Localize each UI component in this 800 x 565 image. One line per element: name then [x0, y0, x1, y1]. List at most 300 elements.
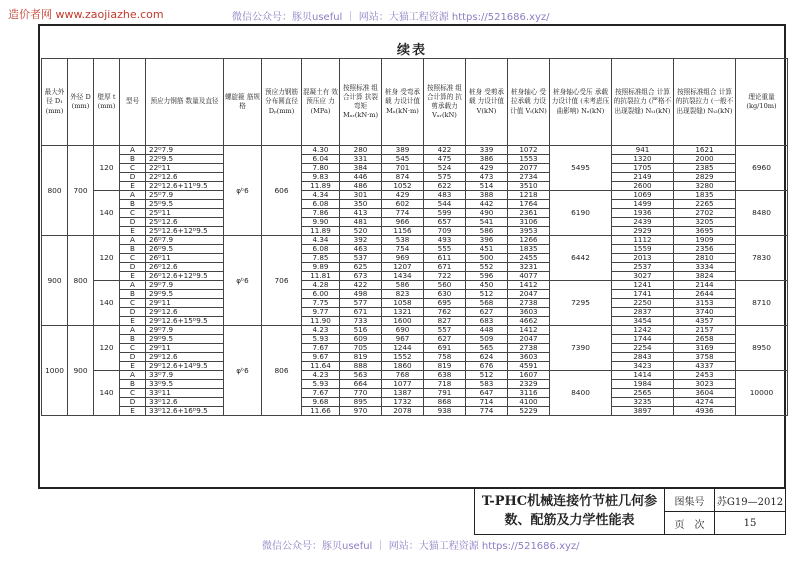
crack-tension-general-cell: 3695: [674, 227, 736, 236]
crack-tension-strict-cell: 1242: [612, 326, 674, 335]
rebar-cell: 22ᴰ12.6: [146, 173, 224, 182]
wechat-watermark-top: 微信公众号：豚贝useful ｜ 网站：大猫工程资源 https://521686.xyz/: [232, 12, 550, 23]
value-cell: 1412: [508, 326, 550, 335]
value-cell: 2734: [508, 173, 550, 182]
wall-thickness-cell: 140: [94, 281, 120, 326]
value-cell: 11.64: [302, 362, 340, 371]
value-cell: 627: [466, 308, 508, 317]
value-cell: 446: [340, 173, 382, 182]
value-cell: 2047: [508, 335, 550, 344]
value-cell: 555: [424, 245, 466, 254]
value-cell: 1732: [382, 398, 424, 407]
crack-tension-strict-cell: 2929: [612, 227, 674, 236]
value-cell: 563: [340, 371, 382, 380]
model-cell: A: [120, 371, 146, 380]
crack-tension-general-cell: 4936: [674, 407, 736, 416]
value-cell: 2329: [508, 380, 550, 389]
value-cell: 451: [466, 245, 508, 254]
crack-tension-strict-cell: 2843: [612, 353, 674, 362]
value-cell: 4100: [508, 398, 550, 407]
crack-tension-strict-cell: 3027: [612, 272, 674, 281]
value-cell: 541: [466, 218, 508, 227]
model-cell: E: [120, 362, 146, 371]
value-cell: 9.90: [302, 218, 340, 227]
value-cell: 11.90: [302, 317, 340, 326]
crack-tension-general-cell: 4357: [674, 317, 736, 326]
value-cell: 2738: [508, 299, 550, 308]
value-cell: 7.85: [302, 254, 340, 263]
model-cell: B: [120, 245, 146, 254]
crack-tension-strict-cell: 2837: [612, 308, 674, 317]
table-row: [42, 407, 788, 416]
column-header: 外径 D (mm): [68, 59, 94, 146]
value-cell: 683: [466, 317, 508, 326]
crack-tension-strict-cell: 1320: [612, 155, 674, 164]
value-cell: 512: [466, 371, 508, 380]
column-header: 最大外径 D₁ (mm): [42, 59, 68, 146]
value-cell: 422: [424, 146, 466, 155]
crack-tension-strict-cell: 1741: [612, 290, 674, 299]
rebar-cell: 26ᴰ12.6+12ᴰ9.5: [146, 272, 224, 281]
rebar-cell: 33ᴰ12.6+16ᴰ9.5: [146, 407, 224, 416]
max-outer-diameter-cell: 800: [42, 146, 68, 236]
wall-thickness-cell: 140: [94, 191, 120, 236]
value-cell: 938: [424, 407, 466, 416]
value-cell: 638: [424, 371, 466, 380]
crack-tension-strict-cell: 1414: [612, 371, 674, 380]
value-cell: 498: [340, 290, 382, 299]
rebar-cell: 26ᴰ7.9: [146, 236, 224, 245]
value-cell: 1072: [508, 146, 550, 155]
table-body: [42, 146, 788, 416]
value-cell: 493: [424, 236, 466, 245]
value-cell: 705: [340, 344, 382, 353]
value-cell: 463: [340, 245, 382, 254]
value-cell: 386: [466, 155, 508, 164]
value-cell: 676: [466, 362, 508, 371]
value-cell: 7.86: [302, 209, 340, 218]
model-cell: B: [120, 290, 146, 299]
value-cell: 524: [424, 164, 466, 173]
crack-tension-strict-cell: 1499: [612, 200, 674, 209]
value-cell: 575: [424, 173, 466, 182]
model-cell: A: [120, 326, 146, 335]
value-cell: 475: [424, 155, 466, 164]
value-cell: 611: [424, 254, 466, 263]
crack-tension-general-cell: 1621: [674, 146, 736, 155]
wechat-watermark-bottom: 微信公众号：豚贝useful ｜ 网站：大猫工程资源 https://521686.xyz/: [262, 541, 580, 552]
value-cell: 514: [466, 182, 508, 191]
value-cell: 5229: [508, 407, 550, 416]
column-header: 桩身轴心受压 承载力设计值 (未考虑压曲影响) Nₑ(kN): [550, 59, 612, 146]
theoretical-weight-cell: 6960: [736, 146, 788, 191]
value-cell: 280: [340, 146, 382, 155]
value-cell: 1244: [382, 344, 424, 353]
column-header: 按照标准组合 计算的抗裂拉力 (一般不出现裂缝) Nₜ₂(kN): [674, 59, 736, 146]
model-cell: D: [120, 218, 146, 227]
crack-tension-general-cell: 3604: [674, 389, 736, 398]
value-cell: 545: [382, 155, 424, 164]
drawing-title: T-PHC机械连接竹节桩几何参数、配筋及力学性能表: [475, 489, 665, 534]
theoretical-weight-cell: 8950: [736, 326, 788, 371]
value-cell: 7.80: [302, 164, 340, 173]
value-cell: 560: [424, 281, 466, 290]
crack-tension-strict-cell: 2149: [612, 173, 674, 182]
value-cell: 599: [424, 209, 466, 218]
rebar-circle-diameter-cell: 806: [262, 326, 302, 416]
value-cell: 3510: [508, 182, 550, 191]
column-header: 按照标准组合 计算的抗裂拉力 (严格不出现裂缝) Nₜ₁(kN): [612, 59, 674, 146]
model-cell: A: [120, 146, 146, 155]
value-cell: 3603: [508, 308, 550, 317]
model-cell: B: [120, 335, 146, 344]
crack-tension-general-cell: 4337: [674, 362, 736, 371]
crack-tension-strict-cell: 1936: [612, 209, 674, 218]
rebar-cell: 25ᴰ12.6+12ᴰ9.5: [146, 227, 224, 236]
rebar-circle-diameter-cell: 706: [262, 236, 302, 326]
crack-tension-general-cell: 1909: [674, 236, 736, 245]
value-cell: 690: [382, 326, 424, 335]
value-cell: 450: [466, 281, 508, 290]
value-cell: 1218: [508, 191, 550, 200]
rebar-cell: 26ᴰ11: [146, 254, 224, 263]
value-cell: 2077: [508, 164, 550, 173]
value-cell: 413: [340, 209, 382, 218]
value-cell: 664: [340, 380, 382, 389]
value-cell: 429: [466, 164, 508, 173]
value-cell: 695: [424, 299, 466, 308]
crack-tension-general-cell: 3334: [674, 263, 736, 272]
crack-tension-general-cell: 2157: [674, 326, 736, 335]
model-cell: B: [120, 380, 146, 389]
value-cell: 2455: [508, 254, 550, 263]
crack-tension-general-cell: 3280: [674, 182, 736, 191]
value-cell: 888: [340, 362, 382, 371]
value-cell: 473: [466, 173, 508, 182]
model-cell: A: [120, 191, 146, 200]
crack-tension-strict-cell: 2565: [612, 389, 674, 398]
drawing-frame: [38, 24, 786, 489]
value-cell: 2078: [382, 407, 424, 416]
value-cell: 388: [466, 191, 508, 200]
rebar-cell: 29ᴰ12.6+15ᴰ9.5: [146, 317, 224, 326]
value-cell: 9.83: [302, 173, 340, 182]
wall-thickness-cell: 120: [94, 236, 120, 281]
value-cell: 1207: [382, 263, 424, 272]
value-cell: 868: [424, 398, 466, 407]
crack-tension-strict-cell: 1112: [612, 236, 674, 245]
value-cell: 9.89: [302, 263, 340, 272]
crack-tension-strict-cell: 3235: [612, 398, 674, 407]
model-cell: C: [120, 164, 146, 173]
value-cell: 4.23: [302, 326, 340, 335]
table-header-row: [42, 59, 788, 146]
value-cell: 331: [340, 155, 382, 164]
rebar-cell: 22ᴰ9.5: [146, 155, 224, 164]
value-cell: 389: [382, 146, 424, 155]
value-cell: 722: [424, 272, 466, 281]
crack-tension-general-cell: 2829: [674, 173, 736, 182]
crack-tension-strict-cell: 1559: [612, 245, 674, 254]
rebar-cell: 26ᴰ12.6: [146, 263, 224, 272]
value-cell: 657: [424, 218, 466, 227]
max-outer-diameter-cell: 900: [42, 236, 68, 326]
rebar-cell: 22ᴰ12.6+11ᴰ9.5: [146, 182, 224, 191]
value-cell: 6.04: [302, 155, 340, 164]
wall-thickness-cell: 120: [94, 146, 120, 191]
rebar-cell: 29ᴰ7.9: [146, 281, 224, 290]
rebar-cell: 33ᴰ7.9: [146, 371, 224, 380]
crack-tension-general-cell: 2810: [674, 254, 736, 263]
value-cell: 1266: [508, 236, 550, 245]
column-header: 型号: [120, 59, 146, 146]
model-cell: D: [120, 398, 146, 407]
crack-tension-strict-cell: 3897: [612, 407, 674, 416]
crack-tension-general-cell: 3023: [674, 380, 736, 389]
value-cell: 3116: [508, 389, 550, 398]
theoretical-weight-cell: 8710: [736, 281, 788, 326]
value-cell: 520: [340, 227, 382, 236]
model-cell: C: [120, 299, 146, 308]
model-cell: E: [120, 407, 146, 416]
value-cell: 627: [424, 335, 466, 344]
model-cell: D: [120, 308, 146, 317]
model-cell: A: [120, 236, 146, 245]
value-cell: 6.00: [302, 290, 340, 299]
value-cell: 1077: [382, 380, 424, 389]
model-cell: E: [120, 317, 146, 326]
crack-tension-strict-cell: 2600: [612, 182, 674, 191]
crack-tension-general-cell: 3824: [674, 272, 736, 281]
value-cell: 596: [466, 272, 508, 281]
outer-diameter-cell: 900: [68, 326, 94, 416]
value-cell: 384: [340, 164, 382, 173]
column-header: 桩身 受剪承载 力设计值 V(kN): [466, 59, 508, 146]
crack-tension-general-cell: 3205: [674, 218, 736, 227]
value-cell: 966: [382, 218, 424, 227]
value-cell: 5.93: [302, 380, 340, 389]
value-cell: 1321: [382, 308, 424, 317]
value-cell: 552: [466, 263, 508, 272]
table-caption: 续表: [396, 43, 427, 58]
crack-tension-general-cell: 2658: [674, 335, 736, 344]
page-number-label: 页 次: [665, 512, 715, 534]
value-cell: 1600: [382, 317, 424, 326]
value-cell: 392: [340, 236, 382, 245]
outer-diameter-cell: 700: [68, 146, 94, 236]
site-watermark: 造价者网 www.zaojiazhe.com: [8, 8, 164, 21]
rebar-cell: 29ᴰ9.5: [146, 335, 224, 344]
value-cell: 568: [466, 299, 508, 308]
outer-diameter-cell: 800: [68, 236, 94, 326]
crack-tension-strict-cell: 2013: [612, 254, 674, 263]
value-cell: 823: [382, 290, 424, 299]
compression-capacity-cell: 8400: [550, 371, 612, 416]
model-cell: B: [120, 155, 146, 164]
value-cell: 481: [340, 218, 382, 227]
crack-tension-general-cell: 3153: [674, 299, 736, 308]
value-cell: 647: [466, 389, 508, 398]
value-cell: 969: [382, 254, 424, 263]
value-cell: 586: [466, 227, 508, 236]
crack-tension-general-cell: 2265: [674, 200, 736, 209]
value-cell: 625: [340, 263, 382, 272]
value-cell: 1156: [382, 227, 424, 236]
model-cell: E: [120, 227, 146, 236]
crack-tension-general-cell: 3740: [674, 308, 736, 317]
value-cell: 4.28: [302, 281, 340, 290]
value-cell: 509: [466, 335, 508, 344]
crack-tension-general-cell: 2453: [674, 371, 736, 380]
value-cell: 11.81: [302, 272, 340, 281]
column-header: 按照标准 组合计算的 抗剪承载力 Vₓᵣ(kN): [424, 59, 466, 146]
value-cell: 4.30: [302, 146, 340, 155]
value-cell: 4.34: [302, 236, 340, 245]
rebar-cell: 22ᴰ7.9: [146, 146, 224, 155]
value-cell: 350: [340, 200, 382, 209]
value-cell: 5.93: [302, 335, 340, 344]
rebar-cell: 29ᴰ12.6: [146, 353, 224, 362]
value-cell: 9.77: [302, 308, 340, 317]
rebar-cell: 26ᴰ9.5: [146, 245, 224, 254]
value-cell: 609: [340, 335, 382, 344]
value-cell: 586: [382, 281, 424, 290]
model-cell: E: [120, 182, 146, 191]
crack-tension-general-cell: 3758: [674, 353, 736, 362]
value-cell: 6.08: [302, 200, 340, 209]
crack-tension-strict-cell: 1069: [612, 191, 674, 200]
crack-tension-strict-cell: 1241: [612, 281, 674, 290]
crack-tension-general-cell: 1835: [674, 191, 736, 200]
value-cell: 671: [424, 263, 466, 272]
wall-thickness-cell: 120: [94, 326, 120, 371]
value-cell: 422: [340, 281, 382, 290]
model-cell: B: [120, 200, 146, 209]
value-cell: 3106: [508, 218, 550, 227]
crack-tension-strict-cell: 3454: [612, 317, 674, 326]
value-cell: 1860: [382, 362, 424, 371]
value-cell: 774: [382, 209, 424, 218]
value-cell: 1553: [508, 155, 550, 164]
value-cell: 512: [466, 290, 508, 299]
compression-capacity-cell: 7295: [550, 281, 612, 326]
value-cell: 7.67: [302, 389, 340, 398]
value-cell: 630: [424, 290, 466, 299]
rebar-cell: 29ᴰ11: [146, 299, 224, 308]
rebar-cell: 25ᴰ9.5: [146, 200, 224, 209]
value-cell: 1835: [508, 245, 550, 254]
value-cell: 4.23: [302, 371, 340, 380]
value-cell: 1058: [382, 299, 424, 308]
crack-tension-general-cell: 3169: [674, 344, 736, 353]
value-cell: 565: [466, 344, 508, 353]
value-cell: 429: [382, 191, 424, 200]
rebar-cell: 25ᴰ7.9: [146, 191, 224, 200]
spiral-stirrup-cell: φᵇ6: [224, 146, 262, 236]
crack-tension-strict-cell: 2537: [612, 263, 674, 272]
value-cell: 516: [340, 326, 382, 335]
value-cell: 483: [424, 191, 466, 200]
model-cell: D: [120, 173, 146, 182]
value-cell: 500: [466, 254, 508, 263]
value-cell: 2361: [508, 209, 550, 218]
value-cell: 1412: [508, 281, 550, 290]
value-cell: 1607: [508, 371, 550, 380]
compression-capacity-cell: 5495: [550, 146, 612, 191]
model-cell: C: [120, 254, 146, 263]
rebar-cell: 29ᴰ11: [146, 344, 224, 353]
value-cell: 3231: [508, 263, 550, 272]
value-cell: 1764: [508, 200, 550, 209]
rebar-cell: 33ᴰ9.5: [146, 380, 224, 389]
crack-tension-general-cell: 2702: [674, 209, 736, 218]
crack-tension-strict-cell: 941: [612, 146, 674, 155]
crack-tension-general-cell: 2144: [674, 281, 736, 290]
value-cell: 1052: [382, 182, 424, 191]
column-header: 预应力钢筋 数量及直径: [146, 59, 224, 146]
atlas-number: 苏G19—2012: [715, 489, 785, 512]
spiral-stirrup-cell: φᵇ6: [224, 326, 262, 416]
value-cell: 827: [424, 317, 466, 326]
rebar-cell: 29ᴰ7.9: [146, 326, 224, 335]
model-cell: C: [120, 344, 146, 353]
value-cell: 9.67: [302, 353, 340, 362]
theoretical-weight-cell: 8480: [736, 191, 788, 236]
value-cell: 895: [340, 398, 382, 407]
value-cell: 557: [424, 326, 466, 335]
value-cell: 624: [466, 353, 508, 362]
rebar-circle-diameter-cell: 606: [262, 146, 302, 236]
value-cell: 4591: [508, 362, 550, 371]
value-cell: 770: [340, 389, 382, 398]
value-cell: 486: [340, 182, 382, 191]
rebar-cell: 33ᴰ12.6: [146, 398, 224, 407]
compression-capacity-cell: 6442: [550, 236, 612, 281]
value-cell: 3953: [508, 227, 550, 236]
title-block: [474, 489, 786, 535]
value-cell: 791: [424, 389, 466, 398]
page-number: 15: [743, 517, 757, 529]
value-cell: 442: [466, 200, 508, 209]
crack-tension-strict-cell: 1744: [612, 335, 674, 344]
value-cell: 733: [340, 317, 382, 326]
crack-tension-strict-cell: 2250: [612, 299, 674, 308]
model-cell: C: [120, 389, 146, 398]
rebar-cell: 29ᴰ9.5: [146, 290, 224, 299]
max-outer-diameter-cell: 1000: [42, 326, 68, 416]
model-cell: D: [120, 263, 146, 272]
value-cell: 768: [382, 371, 424, 380]
value-cell: 1552: [382, 353, 424, 362]
rebar-cell: 25ᴰ12.6: [146, 218, 224, 227]
spiral-stirrup-cell: φᵇ6: [224, 236, 262, 326]
value-cell: 754: [382, 245, 424, 254]
value-cell: 4662: [508, 317, 550, 326]
value-cell: 396: [466, 236, 508, 245]
value-cell: 970: [340, 407, 382, 416]
value-cell: 11.66: [302, 407, 340, 416]
compression-capacity-cell: 6190: [550, 191, 612, 236]
value-cell: 2047: [508, 290, 550, 299]
crack-tension-general-cell: 4274: [674, 398, 736, 407]
value-cell: 967: [382, 335, 424, 344]
value-cell: 7.75: [302, 299, 340, 308]
compression-capacity-cell: 7390: [550, 326, 612, 371]
value-cell: 490: [466, 209, 508, 218]
column-header: 壁厚 t (mm): [94, 59, 120, 146]
value-cell: 4.34: [302, 191, 340, 200]
value-cell: 583: [466, 380, 508, 389]
